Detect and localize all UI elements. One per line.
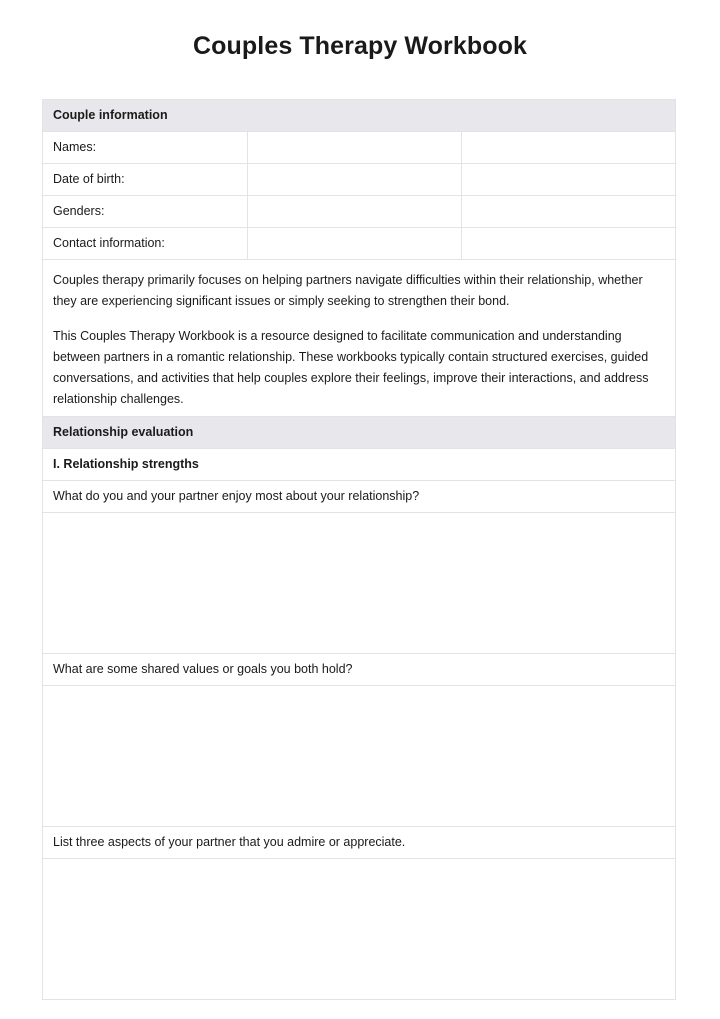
contact-information-row [43,228,675,260]
relationship-evaluation-header: Relationship evaluation [43,417,675,449]
genders-partner-2-field[interactable] [462,196,675,227]
names-partner-1-field[interactable] [248,132,462,163]
question-enjoy-most: What do you and your partner enjoy most about your relationship? [43,481,675,513]
genders-partner-1-field[interactable] [248,196,462,227]
intro-paragraph: Couples therapy primarily focuses on helping partners navigate difficulties within their relationship, whether they are experiencing significant issues or simply seeking to strengthen their bond. [53,273,643,308]
intro-text [43,260,675,417]
workbook-form [42,99,676,1000]
couple-information-header: Couple information [43,100,675,132]
date-of-birth-partner-1-field[interactable] [248,164,462,195]
contact-information-label: Contact information: [43,228,248,259]
contact-information-partner-1-field[interactable] [248,228,462,259]
question-shared-values: What are some shared values or goals you both hold? [43,654,675,686]
relationship-strengths-subheader: I. Relationship strengths [43,449,675,481]
intro-paragraph: This Couples Therapy Workbook is a resource designed to facilitate communication and understanding between partners in a romantic relationship. These workbooks typically contain structured exercises, guided conversations, and activities that help couples explore their feelings, improve their interactions, and address relationship challenges. [53,329,649,406]
contact-information-partner-2-field[interactable] [462,228,675,259]
names-row [43,132,675,164]
answer-enjoy-most-field[interactable] [43,513,675,654]
answer-shared-values-field[interactable] [43,686,675,827]
genders-label: Genders: [43,196,248,227]
names-label: Names: [43,132,248,163]
answer-admire-aspects-field[interactable] [43,859,675,999]
question-admire-aspects: List three aspects of your partner that you admire or appreciate. [43,827,675,859]
page-title: Couples Therapy Workbook [193,32,527,60]
date-of-birth-label: Date of birth: [43,164,248,195]
date-of-birth-row [43,164,675,196]
date-of-birth-partner-2-field[interactable] [462,164,675,195]
names-partner-2-field[interactable] [462,132,675,163]
genders-row [43,196,675,228]
